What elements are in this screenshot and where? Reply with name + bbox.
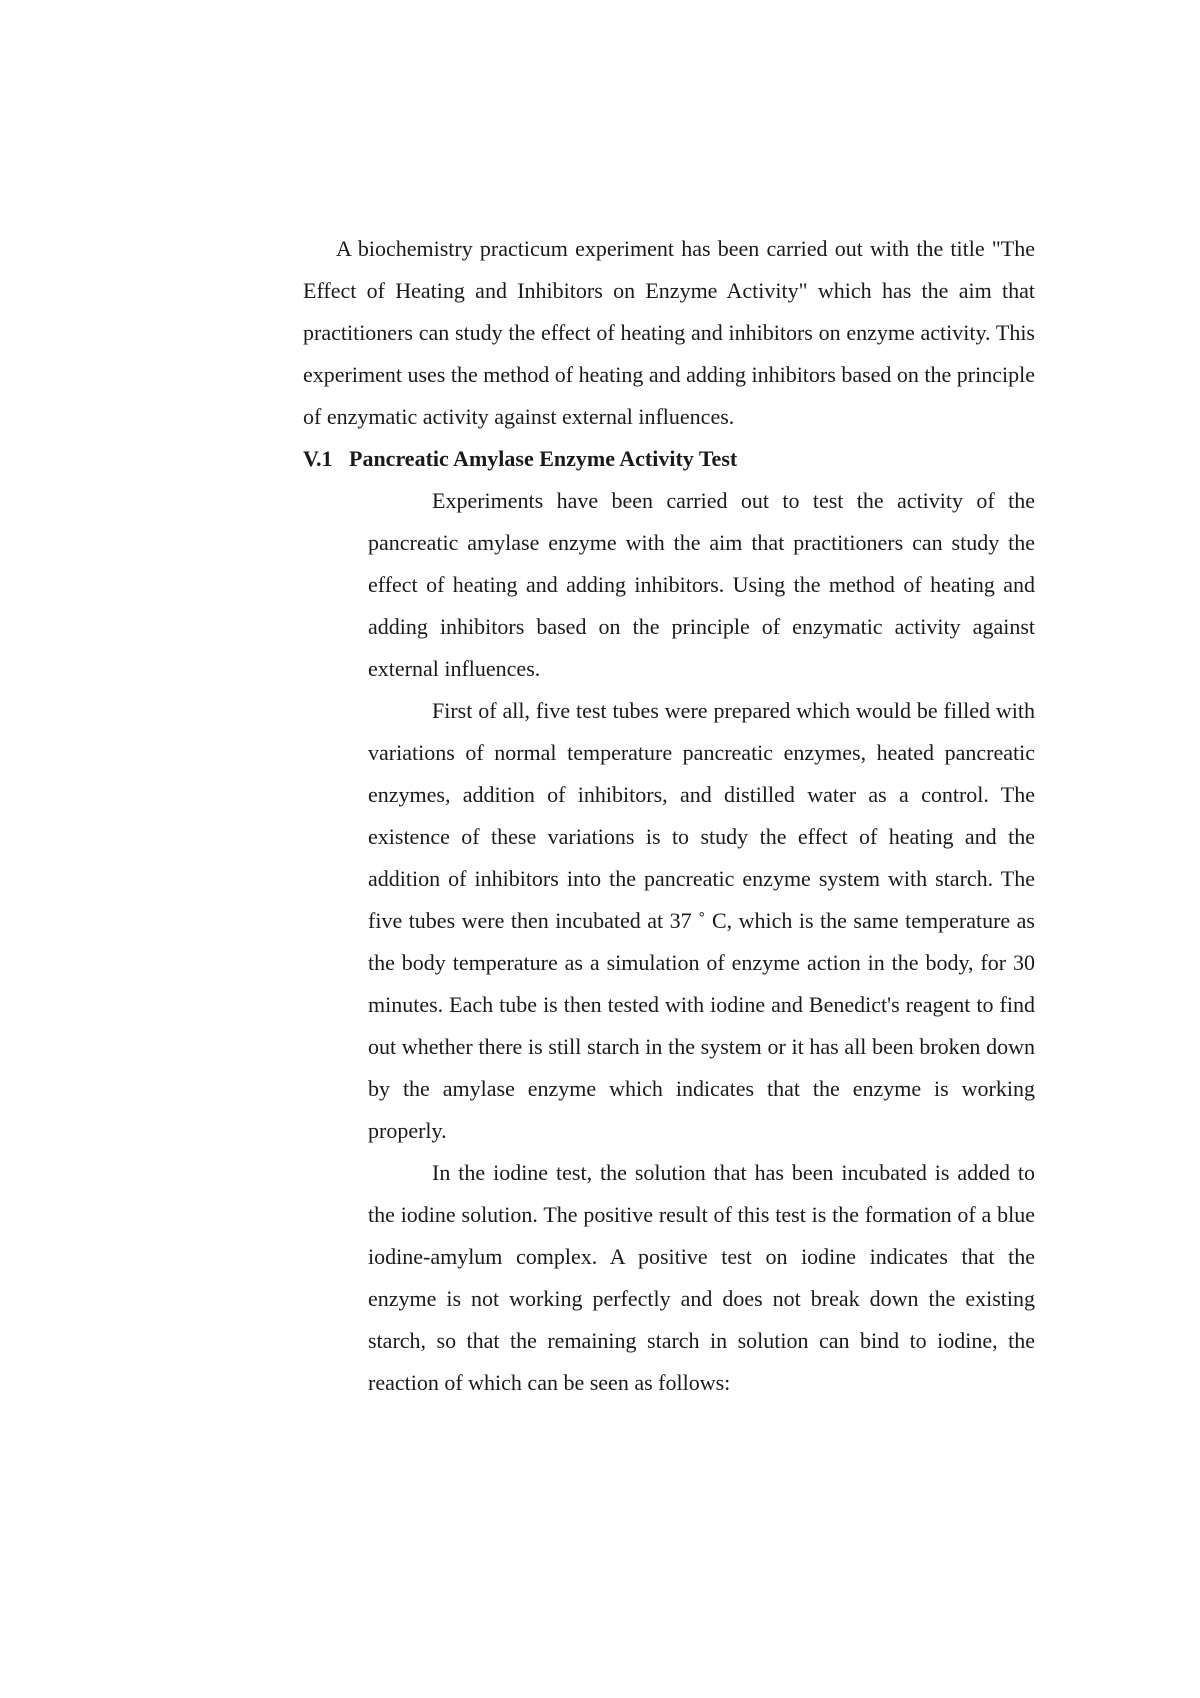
intro-paragraph: A biochemistry practicum experiment has been carried out with the title "The Effect of Heating and Inhibitors on Enzyme Activity" which has the aim that practitioners can study the effect of heating and inhibitors on enzyme activity. This experiment uses the method of heating and adding inhibitors based on the principle of enzymatic activity against external influences. xyxy=(303,236,1035,429)
section-title: Pancreatic Amylase Enzyme Activity Test xyxy=(349,446,738,471)
page-content xyxy=(303,228,1035,1404)
body-paragraph: Experiments have been carried out to test the activity of the pancreatic amylase enzyme with the aim that practitioners can study the effect of heating and adding inhibitors. Using the method of heating and adding inhibitors based on the principle of enzymatic activity against external influences. xyxy=(368,488,1035,681)
section-heading xyxy=(303,438,1035,480)
section-body xyxy=(368,480,1035,1404)
section-number: V.1 xyxy=(303,446,333,471)
body-paragraph: In the iodine test, the solution that has been incubated is added to the iodine solution. The positive result of this test is the formation of a blue iodine-amylum complex. A positive test on iodine indicates that the enzyme is not working perfectly and does not break down the existing starch, so that the remaining starch in solution can bind to iodine, the reaction of which can be seen as follows: xyxy=(368,1160,1035,1395)
body-paragraph: First of all, five test tubes were prepared which would be filled with variations of normal temperature pancreatic enzymes, heated pancreatic enzymes, addition of inhibitors, and distilled water as a control. The existence of these variations is to study the effect of heating and the addition of inhibitors into the pancreatic enzyme system with starch. The five tubes were then incubated at 37 ˚ C, which is the same temperature as the body temperature as a simulation of enzyme action in the body, for 30 minutes. Each tube is then tested with iodine and Benedict's reagent to find out whether there is still starch in the system or it has all been broken down by the amylase enzyme which indicates that the enzyme is working properly. xyxy=(368,698,1035,1143)
